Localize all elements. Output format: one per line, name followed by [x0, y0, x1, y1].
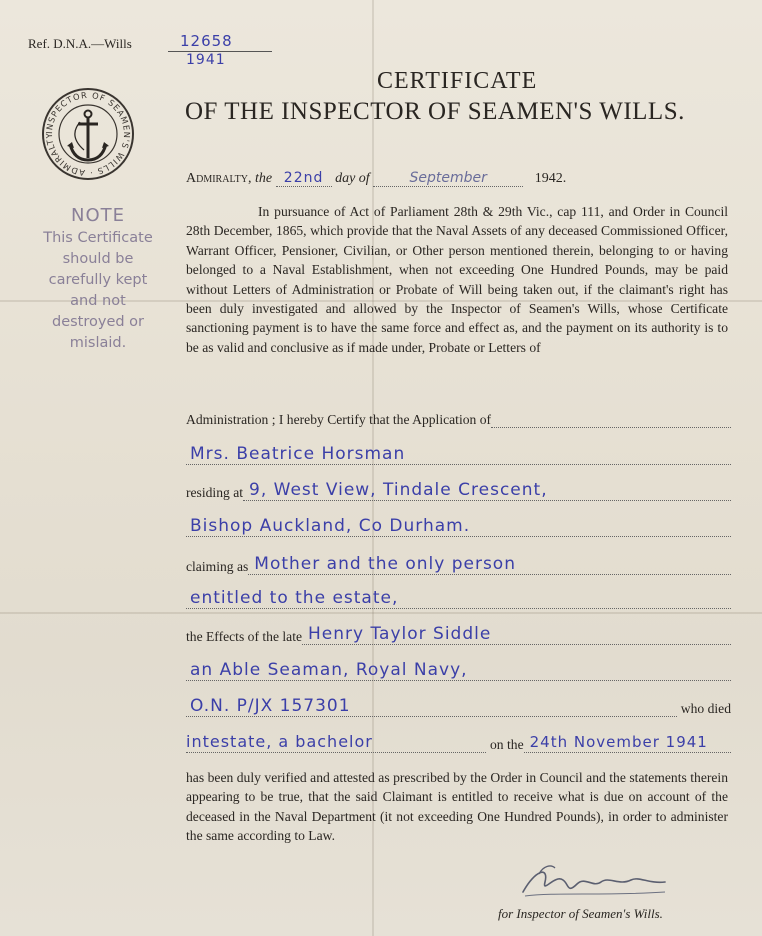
- note-line: destroyed or: [51, 314, 145, 330]
- seal-ring-text: INSPECTOR OF SEAMEN'S WILLS · ADMIRALTY: [43, 89, 133, 179]
- day-of-label: day of: [335, 171, 370, 186]
- effects-label: the Effects of the late: [186, 629, 302, 644]
- residing-row: [186, 480, 731, 501]
- rank-row: [186, 660, 731, 681]
- admiralty-label: Admiralty,: [186, 171, 252, 186]
- certify-label: Administration ; I hereby Certify that the Application of: [186, 412, 492, 427]
- closing-paragraph: has been duly verified and attested as prescribed by the Order in Council and the statements therein appearing to be true, that the said Claimant is entitled to receive what is due on account of the deceased in the Naval Department (it not exceeding One Hundred Pounds), in order to administer the same according to Law.: [186, 770, 728, 844]
- signature-caption: for Inspector of Seamen's Wills.: [498, 906, 663, 921]
- address-line2: Bishop Auckland, Co Durham.: [186, 516, 731, 537]
- title-line2: OF THE INSPECTOR OF SEAMEN'S WILLS.: [185, 98, 685, 125]
- address-row: [186, 516, 731, 537]
- date-suffix: .: [562, 171, 567, 186]
- date-line: [186, 170, 566, 187]
- date-month: September: [373, 170, 523, 187]
- inspector-signature: [515, 862, 675, 902]
- note-line: mislaid.: [69, 335, 127, 351]
- death-row: [186, 732, 731, 753]
- claiming-label: claiming as: [186, 559, 249, 574]
- reference-number: 12658: [180, 32, 233, 50]
- claiming-row2: [186, 588, 731, 609]
- claiming-row: [186, 554, 731, 575]
- date-year: 1942: [534, 171, 563, 186]
- applicant-name: Mrs. Beatrice Horsman: [186, 444, 731, 465]
- deceased-name: Henry Taylor Siddle: [302, 624, 731, 645]
- reference-label: Ref. D.N.A.—Wills: [28, 36, 132, 51]
- note-heading: NOTE: [70, 205, 125, 226]
- reference-year: 1941: [186, 52, 226, 68]
- certify-row: [186, 412, 731, 428]
- official-number: O.N. P/JX 157301: [186, 696, 677, 717]
- note-line: should be: [62, 251, 134, 267]
- address-line1: 9, West View, Tindale Crescent,: [243, 480, 731, 501]
- note-line: carefully kept: [48, 272, 148, 288]
- died-status: intestate, a bachelor: [186, 732, 486, 753]
- residing-label: residing at: [186, 485, 244, 500]
- death-date: 24th November 1941: [524, 732, 731, 753]
- admiralty-anchor-seal: [40, 86, 136, 182]
- date-day: 22nd: [276, 170, 332, 187]
- the-label: the: [254, 171, 273, 186]
- title-line1: CERTIFICATE: [377, 68, 538, 94]
- applicant-row: [186, 444, 731, 465]
- claiming-line1: Mother and the only person: [248, 554, 731, 575]
- who-died-label: who died: [680, 701, 731, 716]
- note-stamp: [28, 205, 168, 354]
- on-the-label: on the: [490, 737, 524, 752]
- official-number-row: [186, 696, 731, 717]
- preamble-paragraph: In pursuance of Act of Parliament 28th & 29th Vic., cap 111, and Order in Council 28th December, 1865, which provide that the Naval Assets of any deceased Commissioned Officer, Warrant Officer, Pensioner, Civilian, or Other person mentioned therein, belonging to or having belonged to a Naval Establishment, when not exceeding One Hundred Pounds, may be paid without Letters of Administration or Probate of Will being taken out, if the claimant's right has been duly investigated and allowed by the Inspector of Seamen's Wills, whose Certificate sanctioning payment is to have the same force and effect as, and the payment on its authority is to be as valid and conclusive as if made under, Probate or Letters of: [186, 204, 728, 355]
- claiming-line2: entitled to the estate,: [186, 588, 731, 609]
- rank-line: an Able Seaman, Royal Navy,: [186, 660, 731, 681]
- note-line: and not: [70, 293, 126, 309]
- effects-row: [186, 624, 731, 645]
- note-line: This Certificate: [43, 230, 153, 246]
